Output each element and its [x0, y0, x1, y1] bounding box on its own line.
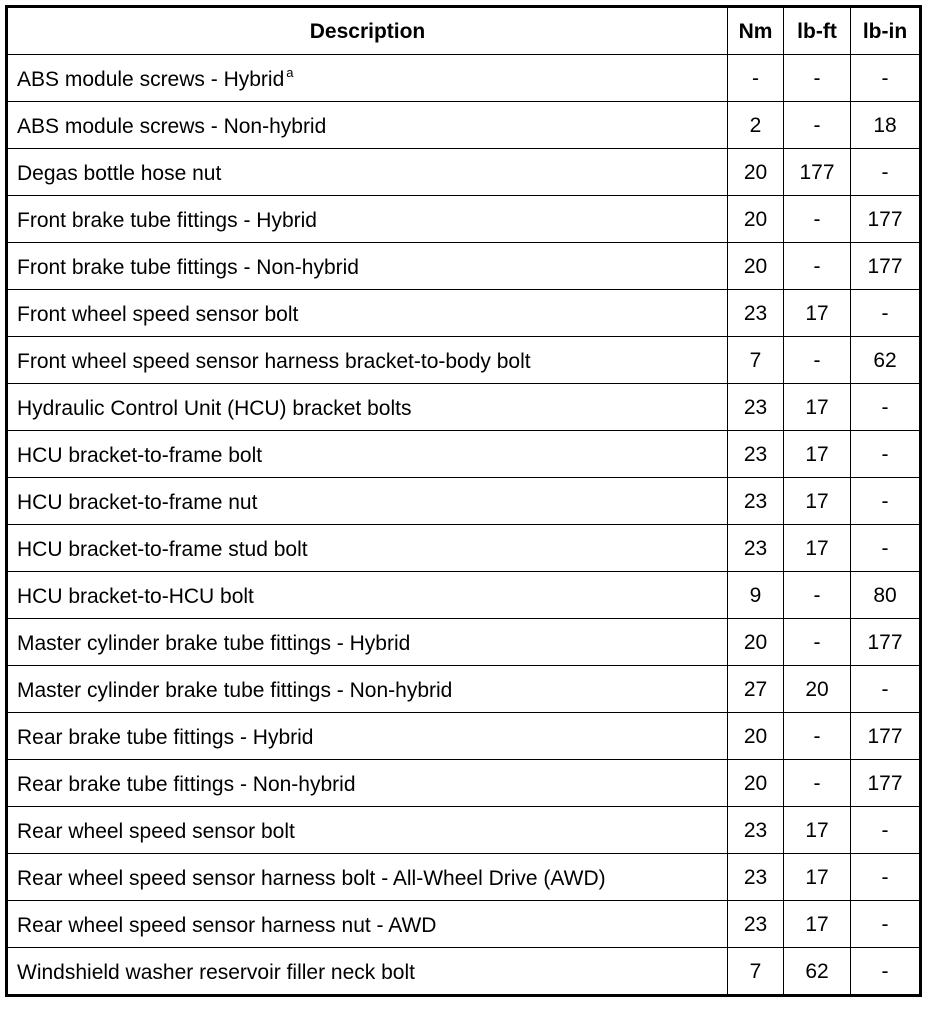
description-text: Rear wheel speed sensor harness bolt - All-Wheel Drive (AWD) — [17, 867, 606, 890]
table-row — [7, 55, 921, 102]
description-cell — [7, 713, 728, 760]
header-lb-ft: lb-ft — [784, 7, 851, 55]
lb-in-cell: 177 — [851, 713, 921, 760]
table-body — [7, 55, 921, 996]
description-text: Master cylinder brake tube fittings - Non-hybrid — [17, 679, 453, 702]
table-row — [7, 525, 921, 572]
nm-cell: 23 — [728, 478, 784, 525]
lb-in-cell: - — [851, 666, 921, 713]
nm-cell: 23 — [728, 431, 784, 478]
lb-in-cell: - — [851, 55, 921, 102]
lb-ft-cell: 17 — [784, 901, 851, 948]
description-cell — [7, 290, 728, 337]
description-text: Rear wheel speed sensor bolt — [17, 820, 295, 843]
description-cell — [7, 854, 728, 901]
lb-ft-cell: - — [784, 572, 851, 619]
lb-ft-cell: 17 — [784, 290, 851, 337]
nm-cell: 23 — [728, 901, 784, 948]
table-row — [7, 572, 921, 619]
description-cell — [7, 431, 728, 478]
lb-in-cell: - — [851, 525, 921, 572]
nm-cell: 2 — [728, 102, 784, 149]
description-cell — [7, 901, 728, 948]
description-text: HCU bracket-to-frame nut — [17, 491, 258, 514]
description-cell — [7, 619, 728, 666]
lb-ft-cell: 20 — [784, 666, 851, 713]
description-cell — [7, 572, 728, 619]
header-row — [7, 7, 921, 55]
lb-ft-cell: 17 — [784, 807, 851, 854]
nm-cell: 20 — [728, 619, 784, 666]
lb-ft-cell: 17 — [784, 854, 851, 901]
nm-cell: 20 — [728, 760, 784, 807]
nm-cell: 9 — [728, 572, 784, 619]
lb-in-cell: - — [851, 854, 921, 901]
table-row — [7, 666, 921, 713]
lb-ft-cell: - — [784, 760, 851, 807]
description-cell — [7, 337, 728, 384]
lb-in-cell: - — [851, 384, 921, 431]
lb-in-cell: - — [851, 431, 921, 478]
lb-in-cell: 62 — [851, 337, 921, 384]
table-row — [7, 431, 921, 478]
description-text: Rear wheel speed sensor harness nut - AWD — [17, 914, 437, 937]
table-row — [7, 243, 921, 290]
lb-ft-cell: 177 — [784, 149, 851, 196]
lb-ft-cell: 62 — [784, 948, 851, 996]
lb-in-cell: 80 — [851, 572, 921, 619]
description-text: Degas bottle hose nut — [17, 162, 222, 185]
lb-in-cell: 177 — [851, 619, 921, 666]
description-text: Front brake tube fittings - Hybrid — [17, 209, 317, 232]
description-cell — [7, 149, 728, 196]
description-text: HCU bracket-to-frame bolt — [17, 444, 263, 467]
lb-ft-cell: 17 — [784, 525, 851, 572]
lb-in-cell: - — [851, 149, 921, 196]
description-cell — [7, 525, 728, 572]
description-cell — [7, 760, 728, 807]
description-cell — [7, 384, 728, 431]
torque-specifications-table — [5, 5, 922, 997]
description-cell — [7, 807, 728, 854]
description-cell — [7, 55, 728, 102]
header-description: Description — [7, 7, 728, 55]
lb-in-cell: - — [851, 290, 921, 337]
description-cell — [7, 196, 728, 243]
nm-cell: 23 — [728, 525, 784, 572]
lb-ft-cell: - — [784, 102, 851, 149]
nm-cell: 7 — [728, 948, 784, 996]
lb-in-cell: - — [851, 901, 921, 948]
table-row — [7, 760, 921, 807]
description-cell — [7, 948, 728, 996]
footnote-marker: a — [286, 65, 294, 80]
nm-cell: 20 — [728, 243, 784, 290]
nm-cell: 20 — [728, 713, 784, 760]
description-text: Master cylinder brake tube fittings - Hybrid — [17, 632, 411, 655]
nm-cell: 23 — [728, 290, 784, 337]
lb-in-cell: 18 — [851, 102, 921, 149]
lb-ft-cell: 17 — [784, 478, 851, 525]
table-row — [7, 854, 921, 901]
lb-in-cell: - — [851, 478, 921, 525]
lb-ft-cell: - — [784, 243, 851, 290]
lb-in-cell: 177 — [851, 196, 921, 243]
description-text: Windshield washer reservoir filler neck bolt — [17, 961, 415, 984]
nm-cell: 20 — [728, 196, 784, 243]
header-lb-in: lb-in — [851, 7, 921, 55]
table-row — [7, 807, 921, 854]
description-text: HCU bracket-to-frame stud bolt — [17, 538, 308, 561]
table-row — [7, 948, 921, 996]
table-row — [7, 196, 921, 243]
description-text: HCU bracket-to-HCU bolt — [17, 585, 254, 608]
lb-ft-cell: - — [784, 619, 851, 666]
description-text: ABS module screws - Hybrid — [17, 68, 285, 91]
description-text: Hydraulic Control Unit (HCU) bracket bolts — [17, 397, 412, 420]
table-row — [7, 713, 921, 760]
nm-cell: 23 — [728, 854, 784, 901]
lb-ft-cell: 17 — [784, 384, 851, 431]
description-text: ABS module screws - Non-hybrid — [17, 115, 327, 138]
lb-ft-cell: - — [784, 337, 851, 384]
nm-cell: 27 — [728, 666, 784, 713]
lb-ft-cell: - — [784, 55, 851, 102]
nm-cell: - — [728, 55, 784, 102]
nm-cell: 20 — [728, 149, 784, 196]
lb-ft-cell: - — [784, 713, 851, 760]
table-row — [7, 102, 921, 149]
description-text: Front wheel speed sensor bolt — [17, 303, 299, 326]
nm-cell: 23 — [728, 384, 784, 431]
lb-in-cell: 177 — [851, 760, 921, 807]
description-text: Front brake tube fittings - Non-hybrid — [17, 256, 359, 279]
table-row — [7, 619, 921, 666]
lb-ft-cell: 17 — [784, 431, 851, 478]
header-nm: Nm — [728, 7, 784, 55]
description-cell — [7, 666, 728, 713]
description-text: Rear brake tube fittings - Non-hybrid — [17, 773, 356, 796]
description-cell — [7, 478, 728, 525]
description-text: Front wheel speed sensor harness bracket-to-body bolt — [17, 350, 531, 373]
nm-cell: 23 — [728, 807, 784, 854]
table-row — [7, 384, 921, 431]
description-cell — [7, 102, 728, 149]
description-text: Rear brake tube fittings - Hybrid — [17, 726, 314, 749]
table-row — [7, 337, 921, 384]
table-row — [7, 149, 921, 196]
lb-in-cell: - — [851, 807, 921, 854]
table-row — [7, 290, 921, 337]
lb-in-cell: 177 — [851, 243, 921, 290]
lb-ft-cell: - — [784, 196, 851, 243]
table-row — [7, 478, 921, 525]
description-cell — [7, 243, 728, 290]
lb-in-cell: - — [851, 948, 921, 996]
nm-cell: 7 — [728, 337, 784, 384]
table-row — [7, 901, 921, 948]
